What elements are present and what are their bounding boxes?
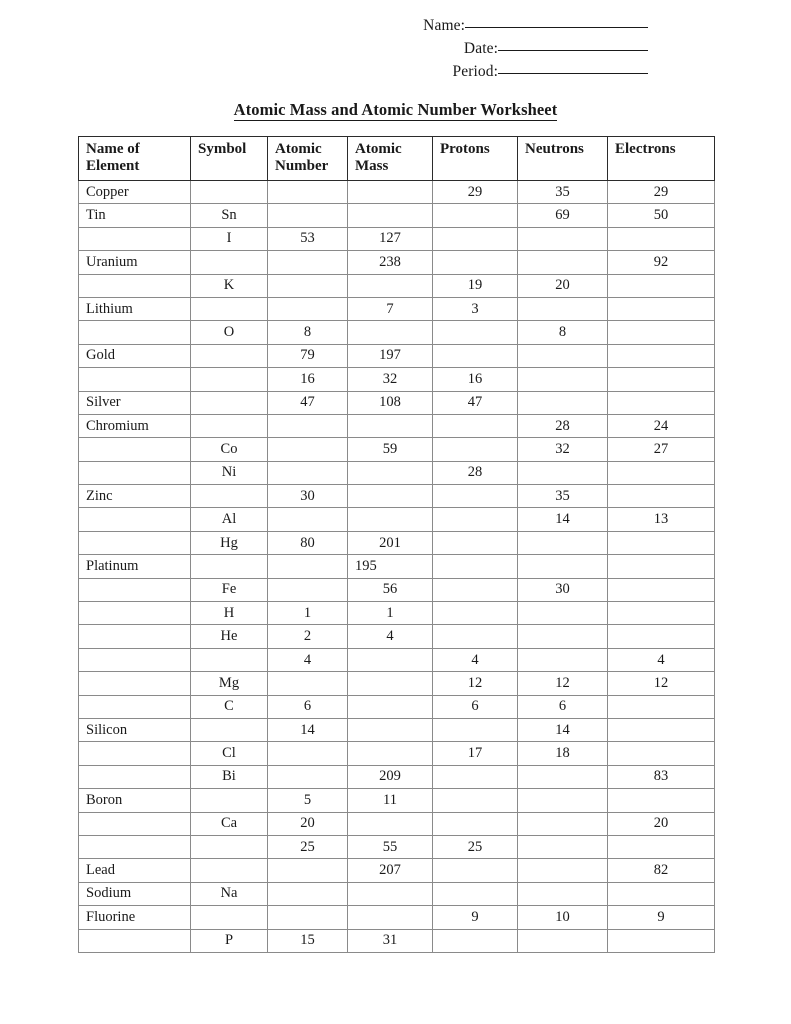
cell-atomic-number[interactable] bbox=[268, 882, 348, 905]
cell-atomic-number[interactable] bbox=[268, 742, 348, 765]
student-field-name bbox=[423, 14, 648, 37]
cell-electrons[interactable] bbox=[608, 274, 715, 297]
cell-neutrons[interactable] bbox=[518, 368, 608, 391]
column-header-atomic-number: Atomic Number bbox=[268, 137, 348, 181]
cell-atomic-mass[interactable]: 55 bbox=[348, 835, 433, 858]
cell-protons[interactable] bbox=[433, 812, 518, 835]
cell-neutrons[interactable] bbox=[518, 344, 608, 367]
cell-name-of-element[interactable]: Gold bbox=[79, 344, 191, 367]
cell-electrons[interactable] bbox=[608, 742, 715, 765]
cell-atomic-number[interactable] bbox=[268, 508, 348, 531]
cell-electrons[interactable]: 82 bbox=[608, 859, 715, 882]
cell-atomic-number[interactable] bbox=[268, 672, 348, 695]
table-row bbox=[79, 672, 715, 695]
cell-name-of-element[interactable]: Silicon bbox=[79, 718, 191, 741]
table-row bbox=[79, 602, 715, 625]
student-field-date bbox=[464, 37, 648, 60]
cell-neutrons[interactable] bbox=[518, 882, 608, 905]
cell-atomic-mass[interactable] bbox=[348, 882, 433, 905]
cell-protons[interactable] bbox=[433, 251, 518, 274]
cell-atomic-mass[interactable]: 56 bbox=[348, 578, 433, 601]
cell-name-of-element[interactable] bbox=[79, 648, 191, 671]
table-row bbox=[79, 485, 715, 508]
cell-atomic-mass[interactable] bbox=[348, 742, 433, 765]
student-field-input-name[interactable] bbox=[465, 27, 648, 28]
cell-neutrons[interactable] bbox=[518, 602, 608, 625]
cell-protons[interactable] bbox=[433, 578, 518, 601]
cell-symbol[interactable] bbox=[191, 555, 268, 578]
cell-name-of-element[interactable]: Chromium bbox=[79, 414, 191, 437]
cell-atomic-number[interactable]: 15 bbox=[268, 929, 348, 952]
cell-symbol[interactable]: Na bbox=[191, 882, 268, 905]
cell-electrons[interactable]: 13 bbox=[608, 508, 715, 531]
cell-protons[interactable] bbox=[433, 789, 518, 812]
cell-electrons[interactable]: 4 bbox=[608, 648, 715, 671]
cell-symbol[interactable] bbox=[191, 414, 268, 437]
table-row bbox=[79, 461, 715, 484]
cell-neutrons[interactable] bbox=[518, 555, 608, 578]
cell-atomic-mass[interactable]: 7 bbox=[348, 297, 433, 320]
table-row bbox=[79, 718, 715, 741]
cell-name-of-element[interactable] bbox=[79, 765, 191, 788]
cell-atomic-number[interactable]: 14 bbox=[268, 718, 348, 741]
cell-electrons[interactable] bbox=[608, 391, 715, 414]
table-row bbox=[79, 555, 715, 578]
table-row bbox=[79, 531, 715, 554]
cell-protons[interactable] bbox=[433, 555, 518, 578]
cell-atomic-number[interactable] bbox=[268, 461, 348, 484]
cell-name-of-element[interactable] bbox=[79, 368, 191, 391]
cell-electrons[interactable]: 83 bbox=[608, 765, 715, 788]
cell-name-of-element[interactable] bbox=[79, 625, 191, 648]
cell-protons[interactable] bbox=[433, 765, 518, 788]
cell-neutrons[interactable]: 20 bbox=[518, 274, 608, 297]
table-row bbox=[79, 321, 715, 344]
cell-atomic-number[interactable]: 53 bbox=[268, 227, 348, 250]
cell-protons[interactable] bbox=[433, 882, 518, 905]
cell-electrons[interactable] bbox=[608, 461, 715, 484]
cell-name-of-element[interactable]: Fluorine bbox=[79, 906, 191, 929]
table-row bbox=[79, 508, 715, 531]
cell-protons[interactable] bbox=[433, 485, 518, 508]
cell-protons[interactable]: 28 bbox=[433, 461, 518, 484]
cell-symbol[interactable]: Mg bbox=[191, 672, 268, 695]
table-row bbox=[79, 204, 715, 227]
table-row bbox=[79, 251, 715, 274]
cell-protons[interactable] bbox=[433, 718, 518, 741]
cell-neutrons[interactable] bbox=[518, 391, 608, 414]
cell-symbol[interactable] bbox=[191, 485, 268, 508]
cell-neutrons[interactable] bbox=[518, 859, 608, 882]
cell-neutrons[interactable] bbox=[518, 297, 608, 320]
cell-protons[interactable] bbox=[433, 929, 518, 952]
cell-symbol[interactable]: Fe bbox=[191, 578, 268, 601]
cell-atomic-mass[interactable]: 195 bbox=[348, 555, 433, 578]
cell-name-of-element[interactable] bbox=[79, 602, 191, 625]
cell-symbol[interactable]: Co bbox=[191, 438, 268, 461]
table-row bbox=[79, 181, 715, 204]
cell-atomic-mass[interactable]: 11 bbox=[348, 789, 433, 812]
cell-atomic-number[interactable]: 8 bbox=[268, 321, 348, 344]
cell-atomic-number[interactable]: 30 bbox=[268, 485, 348, 508]
cell-name-of-element[interactable]: Platinum bbox=[79, 555, 191, 578]
cell-symbol[interactable]: He bbox=[191, 625, 268, 648]
worksheet-table-wrapper bbox=[0, 136, 791, 953]
cell-electrons[interactable] bbox=[608, 297, 715, 320]
cell-electrons[interactable] bbox=[608, 835, 715, 858]
cell-electrons[interactable] bbox=[608, 485, 715, 508]
column-header-electrons: Electrons bbox=[608, 137, 715, 181]
cell-electrons[interactable] bbox=[608, 555, 715, 578]
cell-symbol[interactable]: Hg bbox=[191, 531, 268, 554]
atomic-data-table bbox=[78, 136, 715, 953]
cell-protons[interactable]: 9 bbox=[433, 906, 518, 929]
cell-electrons[interactable]: 24 bbox=[608, 414, 715, 437]
page-title-text: Atomic Mass and Atomic Number Worksheet bbox=[233, 100, 558, 119]
cell-atomic-number[interactable]: 80 bbox=[268, 531, 348, 554]
cell-atomic-mass[interactable]: 238 bbox=[348, 251, 433, 274]
cell-symbol[interactable] bbox=[191, 181, 268, 204]
cell-atomic-mass[interactable] bbox=[348, 321, 433, 344]
table-row bbox=[79, 648, 715, 671]
cell-symbol[interactable]: Ni bbox=[191, 461, 268, 484]
cell-atomic-number[interactable]: 79 bbox=[268, 344, 348, 367]
cell-name-of-element[interactable] bbox=[79, 695, 191, 718]
cell-neutrons[interactable] bbox=[518, 251, 608, 274]
cell-neutrons[interactable]: 8 bbox=[518, 321, 608, 344]
cell-neutrons[interactable]: 12 bbox=[518, 672, 608, 695]
cell-atomic-number[interactable] bbox=[268, 578, 348, 601]
student-field-period bbox=[453, 60, 648, 83]
cell-atomic-mass[interactable] bbox=[348, 718, 433, 741]
cell-atomic-number[interactable]: 25 bbox=[268, 835, 348, 858]
cell-electrons[interactable] bbox=[608, 625, 715, 648]
cell-symbol[interactable] bbox=[191, 368, 268, 391]
student-field-input-date[interactable] bbox=[498, 50, 648, 51]
cell-electrons[interactable] bbox=[608, 578, 715, 601]
cell-atomic-mass[interactable] bbox=[348, 181, 433, 204]
cell-name-of-element[interactable]: Boron bbox=[79, 789, 191, 812]
cell-electrons[interactable] bbox=[608, 321, 715, 344]
column-header-atomic-mass: Atomic Mass bbox=[348, 137, 433, 181]
cell-neutrons[interactable]: 28 bbox=[518, 414, 608, 437]
column-header-name-of-element: Name of Element bbox=[79, 137, 191, 181]
cell-name-of-element[interactable] bbox=[79, 508, 191, 531]
cell-atomic-mass[interactable] bbox=[348, 274, 433, 297]
cell-atomic-mass[interactable]: 31 bbox=[348, 929, 433, 952]
cell-atomic-mass[interactable] bbox=[348, 695, 433, 718]
cell-symbol[interactable]: Ca bbox=[191, 812, 268, 835]
cell-electrons[interactable] bbox=[608, 602, 715, 625]
table-row bbox=[79, 368, 715, 391]
cell-protons[interactable]: 29 bbox=[433, 181, 518, 204]
cell-name-of-element[interactable] bbox=[79, 227, 191, 250]
cell-name-of-element[interactable]: Zinc bbox=[79, 485, 191, 508]
cell-atomic-number[interactable] bbox=[268, 414, 348, 437]
cell-symbol[interactable] bbox=[191, 718, 268, 741]
cell-electrons[interactable]: 12 bbox=[608, 672, 715, 695]
cell-protons[interactable] bbox=[433, 625, 518, 648]
cell-neutrons[interactable]: 6 bbox=[518, 695, 608, 718]
cell-atomic-mass[interactable]: 201 bbox=[348, 531, 433, 554]
cell-symbol[interactable]: Sn bbox=[191, 204, 268, 227]
cell-atomic-number[interactable]: 5 bbox=[268, 789, 348, 812]
cell-neutrons[interactable]: 35 bbox=[518, 181, 608, 204]
cell-name-of-element[interactable] bbox=[79, 835, 191, 858]
cell-symbol[interactable] bbox=[191, 835, 268, 858]
table-row bbox=[79, 438, 715, 461]
cell-atomic-mass[interactable] bbox=[348, 648, 433, 671]
cell-name-of-element[interactable]: Tin bbox=[79, 204, 191, 227]
cell-atomic-mass[interactable] bbox=[348, 485, 433, 508]
cell-atomic-mass[interactable]: 59 bbox=[348, 438, 433, 461]
student-field-label-name: Name: bbox=[423, 17, 465, 34]
cell-protons[interactable] bbox=[433, 414, 518, 437]
cell-atomic-mass[interactable]: 108 bbox=[348, 391, 433, 414]
cell-electrons[interactable] bbox=[608, 695, 715, 718]
cell-neutrons[interactable] bbox=[518, 461, 608, 484]
cell-neutrons[interactable] bbox=[518, 648, 608, 671]
cell-atomic-number[interactable] bbox=[268, 274, 348, 297]
cell-protons[interactable]: 4 bbox=[433, 648, 518, 671]
cell-name-of-element[interactable] bbox=[79, 812, 191, 835]
cell-symbol[interactable] bbox=[191, 297, 268, 320]
cell-symbol[interactable] bbox=[191, 344, 268, 367]
cell-atomic-number[interactable] bbox=[268, 555, 348, 578]
cell-name-of-element[interactable] bbox=[79, 742, 191, 765]
cell-protons[interactable] bbox=[433, 508, 518, 531]
cell-symbol[interactable] bbox=[191, 251, 268, 274]
cell-neutrons[interactable]: 14 bbox=[518, 508, 608, 531]
cell-protons[interactable]: 19 bbox=[433, 274, 518, 297]
cell-neutrons[interactable]: 35 bbox=[518, 485, 608, 508]
student-field-label-period: Period: bbox=[452, 63, 498, 80]
cell-protons[interactable] bbox=[433, 859, 518, 882]
cell-atomic-number[interactable] bbox=[268, 765, 348, 788]
table-row bbox=[79, 929, 715, 952]
cell-symbol[interactable]: H bbox=[191, 602, 268, 625]
table-row bbox=[79, 812, 715, 835]
cell-protons[interactable] bbox=[433, 321, 518, 344]
cell-name-of-element[interactable] bbox=[79, 461, 191, 484]
cell-electrons[interactable] bbox=[608, 227, 715, 250]
table-row bbox=[79, 414, 715, 437]
table-row bbox=[79, 742, 715, 765]
cell-electrons[interactable]: 29 bbox=[608, 181, 715, 204]
cell-protons[interactable] bbox=[433, 531, 518, 554]
cell-atomic-mass[interactable] bbox=[348, 508, 433, 531]
cell-atomic-number[interactable]: 1 bbox=[268, 602, 348, 625]
cell-protons[interactable]: 16 bbox=[433, 368, 518, 391]
table-row bbox=[79, 297, 715, 320]
cell-name-of-element[interactable]: Uranium bbox=[79, 251, 191, 274]
cell-protons[interactable] bbox=[433, 227, 518, 250]
table-row bbox=[79, 882, 715, 905]
cell-neutrons[interactable] bbox=[518, 929, 608, 952]
cell-atomic-number[interactable] bbox=[268, 181, 348, 204]
cell-atomic-number[interactable]: 4 bbox=[268, 648, 348, 671]
cell-electrons[interactable]: 27 bbox=[608, 438, 715, 461]
cell-atomic-mass[interactable] bbox=[348, 204, 433, 227]
cell-atomic-mass[interactable] bbox=[348, 906, 433, 929]
cell-neutrons[interactable] bbox=[518, 835, 608, 858]
table-header-row bbox=[79, 137, 715, 181]
cell-atomic-number[interactable] bbox=[268, 297, 348, 320]
table-row bbox=[79, 789, 715, 812]
cell-protons[interactable]: 6 bbox=[433, 695, 518, 718]
cell-electrons[interactable] bbox=[608, 368, 715, 391]
cell-protons[interactable] bbox=[433, 204, 518, 227]
cell-atomic-number[interactable] bbox=[268, 859, 348, 882]
cell-atomic-number[interactable]: 6 bbox=[268, 695, 348, 718]
cell-neutrons[interactable]: 69 bbox=[518, 204, 608, 227]
cell-atomic-number[interactable] bbox=[268, 906, 348, 929]
cell-symbol[interactable]: Bi bbox=[191, 765, 268, 788]
cell-name-of-element[interactable] bbox=[79, 438, 191, 461]
cell-symbol[interactable] bbox=[191, 906, 268, 929]
cell-neutrons[interactable] bbox=[518, 765, 608, 788]
cell-symbol[interactable]: P bbox=[191, 929, 268, 952]
cell-neutrons[interactable] bbox=[518, 812, 608, 835]
cell-protons[interactable]: 17 bbox=[433, 742, 518, 765]
cell-electrons[interactable]: 92 bbox=[608, 251, 715, 274]
cell-electrons[interactable] bbox=[608, 344, 715, 367]
cell-neutrons[interactable] bbox=[518, 789, 608, 812]
cell-name-of-element[interactable]: Lithium bbox=[79, 297, 191, 320]
cell-atomic-number[interactable]: 16 bbox=[268, 368, 348, 391]
cell-atomic-number[interactable]: 47 bbox=[268, 391, 348, 414]
cell-electrons[interactable] bbox=[608, 531, 715, 554]
cell-symbol[interactable]: Al bbox=[191, 508, 268, 531]
cell-neutrons[interactable] bbox=[518, 625, 608, 648]
table-row bbox=[79, 274, 715, 297]
cell-name-of-element[interactable]: Silver bbox=[79, 391, 191, 414]
cell-name-of-element[interactable] bbox=[79, 578, 191, 601]
cell-symbol[interactable] bbox=[191, 648, 268, 671]
cell-atomic-number[interactable] bbox=[268, 204, 348, 227]
student-field-label-date: Date: bbox=[463, 40, 498, 57]
cell-protons[interactable] bbox=[433, 438, 518, 461]
cell-atomic-mass[interactable]: 1 bbox=[348, 602, 433, 625]
cell-symbol[interactable] bbox=[191, 789, 268, 812]
cell-electrons[interactable]: 9 bbox=[608, 906, 715, 929]
cell-name-of-element[interactable] bbox=[79, 274, 191, 297]
cell-atomic-number[interactable]: 2 bbox=[268, 625, 348, 648]
cell-electrons[interactable]: 20 bbox=[608, 812, 715, 835]
cell-electrons[interactable] bbox=[608, 929, 715, 952]
column-header-symbol: Symbol bbox=[191, 137, 268, 181]
cell-atomic-mass[interactable] bbox=[348, 812, 433, 835]
cell-atomic-mass[interactable]: 207 bbox=[348, 859, 433, 882]
cell-symbol[interactable]: C bbox=[191, 695, 268, 718]
cell-name-of-element[interactable] bbox=[79, 531, 191, 554]
cell-symbol[interactable] bbox=[191, 859, 268, 882]
table-row bbox=[79, 765, 715, 788]
cell-name-of-element[interactable]: Copper bbox=[79, 181, 191, 204]
cell-protons[interactable]: 47 bbox=[433, 391, 518, 414]
student-info-block bbox=[0, 0, 791, 83]
cell-atomic-number[interactable] bbox=[268, 438, 348, 461]
table-row bbox=[79, 859, 715, 882]
cell-atomic-mass[interactable]: 197 bbox=[348, 344, 433, 367]
cell-atomic-mass[interactable]: 32 bbox=[348, 368, 433, 391]
cell-name-of-element[interactable] bbox=[79, 929, 191, 952]
cell-electrons[interactable] bbox=[608, 789, 715, 812]
cell-electrons[interactable]: 50 bbox=[608, 204, 715, 227]
cell-name-of-element[interactable] bbox=[79, 321, 191, 344]
cell-protons[interactable] bbox=[433, 344, 518, 367]
cell-symbol[interactable]: K bbox=[191, 274, 268, 297]
column-header-neutrons: Neutrons bbox=[518, 137, 608, 181]
student-field-input-period[interactable] bbox=[498, 73, 648, 74]
table-row bbox=[79, 344, 715, 367]
cell-symbol[interactable]: O bbox=[191, 321, 268, 344]
cell-symbol[interactable]: Cl bbox=[191, 742, 268, 765]
cell-neutrons[interactable]: 14 bbox=[518, 718, 608, 741]
cell-atomic-mass[interactable]: 127 bbox=[348, 227, 433, 250]
table-row bbox=[79, 695, 715, 718]
cell-neutrons[interactable]: 32 bbox=[518, 438, 608, 461]
cell-protons[interactable]: 3 bbox=[433, 297, 518, 320]
cell-name-of-element[interactable]: Lead bbox=[79, 859, 191, 882]
table-row bbox=[79, 391, 715, 414]
cell-electrons[interactable] bbox=[608, 882, 715, 905]
cell-atomic-mass[interactable] bbox=[348, 414, 433, 437]
cell-neutrons[interactable]: 30 bbox=[518, 578, 608, 601]
cell-symbol[interactable]: I bbox=[191, 227, 268, 250]
cell-name-of-element[interactable] bbox=[79, 672, 191, 695]
cell-electrons[interactable] bbox=[608, 718, 715, 741]
cell-symbol[interactable] bbox=[191, 391, 268, 414]
table-row bbox=[79, 625, 715, 648]
cell-protons[interactable]: 25 bbox=[433, 835, 518, 858]
cell-protons[interactable] bbox=[433, 602, 518, 625]
cell-name-of-element[interactable]: Sodium bbox=[79, 882, 191, 905]
cell-atomic-mass[interactable] bbox=[348, 672, 433, 695]
table-row bbox=[79, 227, 715, 250]
table-row bbox=[79, 578, 715, 601]
cell-atomic-number[interactable] bbox=[268, 251, 348, 274]
column-header-protons: Protons bbox=[433, 137, 518, 181]
cell-neutrons[interactable] bbox=[518, 227, 608, 250]
cell-neutrons[interactable]: 10 bbox=[518, 906, 608, 929]
cell-protons[interactable]: 12 bbox=[433, 672, 518, 695]
table-row bbox=[79, 906, 715, 929]
cell-atomic-mass[interactable] bbox=[348, 461, 433, 484]
table-row bbox=[79, 835, 715, 858]
cell-atomic-mass[interactable]: 209 bbox=[348, 765, 433, 788]
cell-neutrons[interactable] bbox=[518, 531, 608, 554]
cell-atomic-mass[interactable]: 4 bbox=[348, 625, 433, 648]
cell-atomic-number[interactable]: 20 bbox=[268, 812, 348, 835]
table-body bbox=[79, 181, 715, 953]
cell-neutrons[interactable]: 18 bbox=[518, 742, 608, 765]
page-title bbox=[0, 100, 791, 120]
